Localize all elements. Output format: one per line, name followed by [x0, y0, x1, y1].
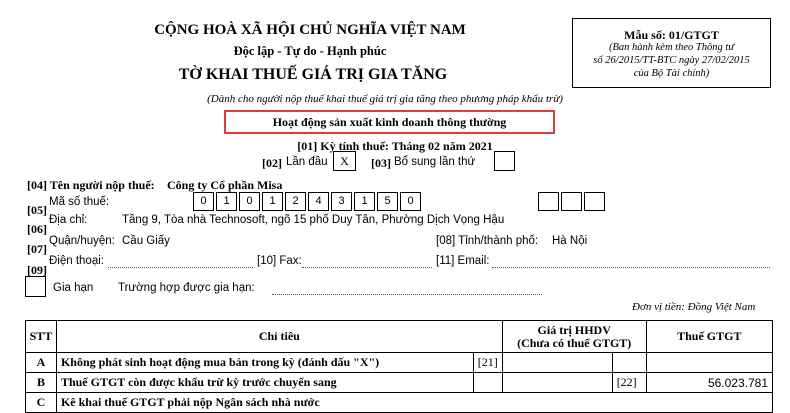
- row-tax[interactable]: [646, 353, 772, 373]
- phone-input[interactable]: [108, 267, 253, 268]
- row-item: Kê khai thuế GTGT phải nộp Ngân sách nhà nước: [56, 393, 772, 413]
- col-item-header: Chỉ tiêu: [56, 321, 502, 353]
- col-tax-header: Thuế GTGT: [646, 321, 772, 353]
- row-value[interactable]: [502, 373, 612, 393]
- extension-case-label: Trường hợp được gia hạn:: [118, 282, 255, 294]
- row-tax[interactable]: 56.023.781: [646, 373, 772, 393]
- taxcode-code: [05]: [27, 203, 47, 217]
- tax-table: [25, 320, 773, 413]
- taxcode-label: Mã số thuế:: [49, 196, 110, 208]
- col-stt-header: STT: [26, 321, 57, 353]
- form-code-line3: của Bộ Tài chính): [633, 68, 710, 79]
- table-header-row: [26, 321, 773, 353]
- email-input[interactable]: [492, 267, 770, 268]
- taxpayer-name-value: Công ty Cổ phần Misa: [167, 178, 283, 192]
- extension-case-input[interactable]: [272, 294, 542, 295]
- phone-label: Điện thoại:: [49, 255, 104, 267]
- district-value[interactable]: Cầu Giấy: [122, 235, 170, 247]
- row-stt: B: [26, 373, 57, 393]
- taxpayer-name-label: [04] Tên người nộp thuế:: [27, 178, 155, 192]
- supplement-code: [03]: [371, 156, 391, 170]
- row-item: Không phát sinh hoạt động mua bán trong kỳ (đánh dấu "X"): [56, 353, 473, 373]
- row-stt: C: [26, 393, 57, 413]
- taxcode-branch-cell[interactable]: [584, 192, 605, 211]
- supplement-label: Bổ sung lần thứ: [394, 156, 476, 168]
- first-time-code: [02]: [262, 156, 282, 170]
- republic-heading: CỘNG HOÀ XÃ HỘI CHỦ NGHĨA VIỆT NAM: [154, 22, 466, 38]
- col-value-header: [502, 321, 646, 353]
- email-label: [11] Email:: [436, 255, 490, 267]
- province-value[interactable]: Hà Nội: [552, 235, 588, 247]
- table-row: [26, 393, 773, 413]
- col-value-header-line2: (Chưa có thuế GTGT): [517, 335, 632, 350]
- motto: Độc lập - Tự do - Hạnh phúc: [233, 44, 387, 58]
- first-time-label: Lần đầu: [286, 156, 328, 168]
- taxcode-digit-cell[interactable]: 0: [400, 192, 421, 211]
- activity-type-label: Hoạt động sản xuất kinh doanh thông thường: [272, 115, 507, 129]
- table-row: [26, 373, 773, 393]
- taxcode-digit-cell[interactable]: 5: [377, 192, 398, 211]
- form-code-line2: số 26/2015/TT-BTC ngày 27/02/2015: [593, 55, 750, 66]
- supplement-input[interactable]: [494, 151, 515, 171]
- taxcode-digit-cell[interactable]: 1: [262, 192, 283, 211]
- row-tax-code: [612, 353, 646, 373]
- first-time-checkbox[interactable]: X: [333, 151, 356, 171]
- row-code: [473, 373, 502, 393]
- taxcode-digit-cell[interactable]: 3: [331, 192, 352, 211]
- form-code-label: Mẫu số: 01/GTGT: [624, 28, 719, 42]
- extension-label: Gia hạn: [53, 282, 94, 294]
- taxcode-digit-cell[interactable]: 4: [308, 192, 329, 211]
- currency-note: Đơn vị tiền: Đồng Việt Nam: [632, 301, 756, 313]
- row-stt: A: [26, 353, 57, 373]
- table-row: [26, 353, 773, 373]
- district-label: Quận/huyện:: [49, 235, 115, 247]
- taxcode-branch-cell[interactable]: [538, 192, 559, 211]
- address-label: Địa chỉ:: [49, 214, 88, 226]
- form-subtitle: (Dành cho người nộp thuế khai thuế giá trị gia tăng theo phương pháp khấu trừ): [207, 93, 563, 105]
- taxcode-digit-cell[interactable]: 1: [216, 192, 237, 211]
- district-code: [07]: [27, 242, 47, 256]
- taxcode-branch-cell[interactable]: [561, 192, 582, 211]
- row-code: [21]: [473, 353, 502, 373]
- fax-label: [10] Fax:: [257, 255, 302, 267]
- extension-checkbox[interactable]: [25, 276, 46, 297]
- phone-code: [09]: [27, 263, 47, 277]
- province-label: [08] Tỉnh/thành phố:: [436, 235, 539, 247]
- taxcode-digit-cell[interactable]: 2: [285, 192, 306, 211]
- tax-period: [01] Kỳ tính thuế: Tháng 02 năm 2021: [297, 139, 493, 153]
- fax-input[interactable]: [302, 267, 432, 268]
- address-code: [06]: [27, 222, 47, 236]
- form-code-line1: (Ban hành kèm theo Thông tư: [608, 42, 734, 53]
- taxcode-digit-cell[interactable]: 0: [193, 192, 214, 211]
- taxcode-digit-cell[interactable]: 0: [239, 192, 260, 211]
- row-item: Thuế GTGT còn được khấu trừ kỳ trước chuyển sang: [56, 373, 473, 393]
- col-value-header-line1: Giá trị HHDV: [537, 322, 611, 337]
- row-value[interactable]: [502, 353, 612, 373]
- address-value[interactable]: Tầng 9, Tòa nhà Technosoft, ngõ 15 phố Duy Tân, Phường Dịch Vọng Hậu: [122, 214, 505, 226]
- form-title: TỜ KHAI THUẾ GIÁ TRỊ GIA TĂNG: [178, 66, 448, 83]
- taxcode-digit-cell[interactable]: 1: [354, 192, 375, 211]
- row-tax-code: [22]: [612, 373, 646, 393]
